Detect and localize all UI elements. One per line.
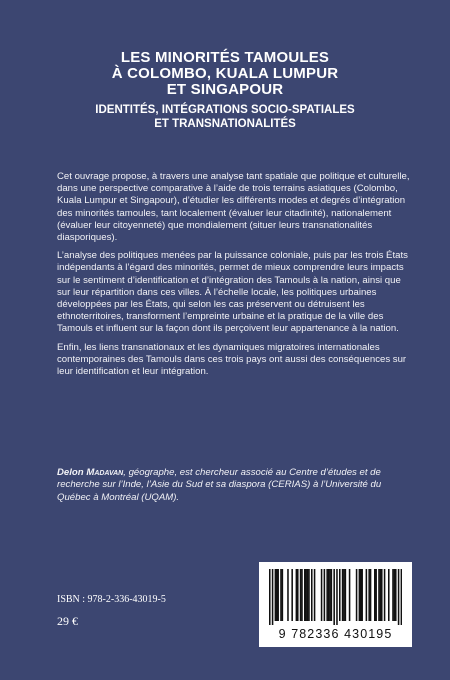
barcode-bar (328, 569, 330, 621)
price: 29 € (57, 614, 78, 628)
barcode-bar (345, 569, 347, 621)
barcode-bar (384, 569, 386, 621)
barcode-bar (296, 569, 298, 621)
barcode-bar (380, 569, 382, 621)
barcode-bar (305, 569, 307, 621)
author-first-name: Delon (57, 467, 84, 478)
barcode-bar (304, 569, 306, 621)
blurb (57, 171, 412, 384)
barcode-bar (329, 569, 331, 621)
barcode-bar (291, 569, 293, 621)
barcode-bar (392, 569, 394, 621)
barcode-bar (401, 569, 402, 625)
barcode-bar (394, 569, 396, 621)
barcode-bar (300, 569, 302, 621)
barcode-bar (321, 569, 323, 621)
subtitle-line-2: ET TRANSNATIONALITÉS (154, 118, 296, 130)
barcode-bar (297, 569, 299, 621)
barcode-bar (343, 569, 345, 621)
barcode (259, 562, 412, 647)
author-bio-text: , géographe, est chercheur associé au Centre d’études et de recherche sur l’Inde, l’Asie du Sud et sa diaspora (CERIAS) à l’Université du Québec à Montréal (UQAM). (57, 467, 382, 503)
barcode-bar (333, 569, 335, 625)
barcode-bar (339, 569, 341, 621)
blurb-paragraph-3: Enfin, les liens transnationaux et les dynamiques migratoires internationales contemporaines des Tamouls dans ces trois pays ont aussi des conséquences sur leur identification et leur intégration. (57, 341, 407, 378)
isbn: ISBN : 978-2-336-43019-5 (57, 594, 166, 605)
barcode-bar (359, 569, 361, 621)
barcode-bar (287, 569, 289, 621)
barcode-bar (280, 569, 282, 621)
barcode-bar (356, 569, 358, 621)
title-line-3: ET SINGAPOUR (166, 81, 284, 98)
barcode-bar (282, 569, 284, 621)
barcode-bars (269, 569, 402, 625)
barcode-bar (307, 569, 309, 621)
barcode-bar (378, 569, 380, 621)
barcode-bar (275, 569, 277, 621)
barcode-bar (375, 569, 377, 621)
barcode-bar (368, 569, 370, 621)
blurb-paragraph-1: Cet ouvrage propose, à travers une analyse tant spatiale que politique et culturelle, dans une perspective comparative à l’aide de trois terrains asiatiques (Colombo, Kuala Lumpur et Singapour), d’étudier les différents modes et degrés d’intégration des minorités tamoules, tant localement (évaluer leur citadinité), nationalement (évaluer leur citoyenneté) que mondialement (situer leurs transnationalités diasporiques). (57, 171, 410, 244)
barcode-bar (272, 569, 274, 625)
barcode-bar (311, 569, 313, 621)
book-title (20, 50, 430, 98)
barcode-bar (301, 569, 303, 621)
barcode-bar (360, 569, 362, 621)
blurb-paragraph-2: L’analyse des politiques menées par la puissance coloniale, puis par les trois États indépendants à l’égard des minorités, permet de mieux comprendre leurs impacts sur le sentiment d’identification et d’intégration des Tamouls à la nation, ainsi que sur leur répartition dans ces villes. À l’échelle locale, les politiques urbaines développées par les États, qui selon les cas préservent ou détruisent les ethnoterritoires, transforment l’empreinte urbaine et la pratique de la ville des Tamouls et influent sur la façon dont ils perçoivent leur appartenance à la nation. (57, 250, 408, 335)
barcode-bar (374, 569, 376, 621)
barcode-bar (308, 569, 310, 621)
barcode-bar (331, 569, 333, 621)
author-last-name: Madavan (86, 467, 124, 478)
barcode-bar (326, 569, 328, 621)
barcode-bar (336, 569, 338, 625)
author-bio (57, 467, 412, 504)
barcode-bar (361, 569, 363, 621)
barcode-bar (388, 569, 390, 621)
barcode-bar (324, 569, 326, 621)
barcode-bar (395, 569, 397, 621)
subtitle-line-1: IDENTITÉS, INTÉGRATIONS SOCIO-SPATIALES (95, 104, 355, 116)
barcode-bar (366, 569, 368, 621)
barcode-bar (342, 569, 344, 621)
barcode-bar (370, 569, 372, 621)
barcode-bar (381, 569, 383, 621)
title-line-2: À COLOMBO, KUALA LUMPUR (111, 65, 339, 82)
barcode-bar (269, 569, 271, 625)
barcode-number: 9 782336 430195 (278, 627, 393, 641)
title-line-1: LES MINORITÉS TAMOULES (120, 49, 330, 66)
book-subtitle (20, 103, 430, 131)
barcode-bar (349, 569, 351, 621)
barcode-bar (276, 569, 278, 621)
barcode-bar (398, 569, 400, 625)
barcode-bar (314, 569, 316, 621)
barcode-bar (277, 569, 279, 621)
